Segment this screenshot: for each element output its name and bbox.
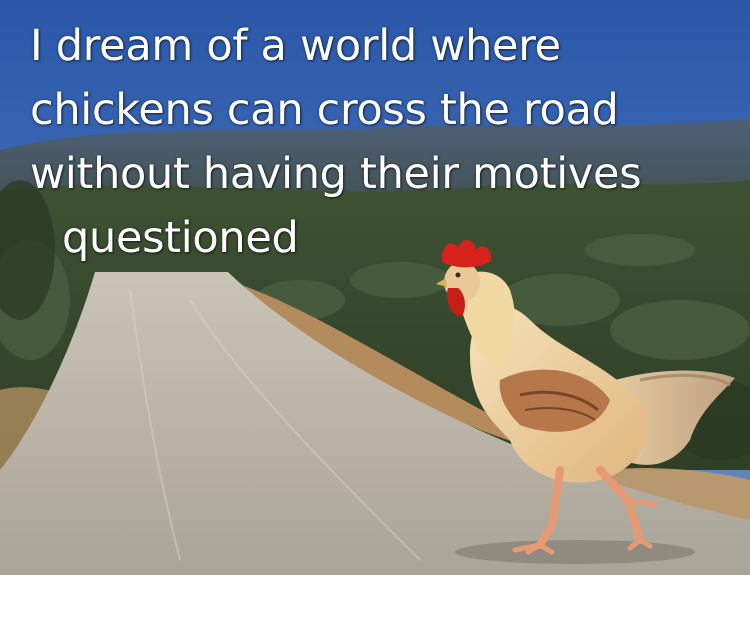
caption-line-1: I dream of a world where	[30, 21, 561, 71]
caption-line-3: without having their motives	[30, 149, 642, 199]
bottom-white-strip	[0, 575, 750, 633]
caption-line-2: chickens can cross the road	[30, 85, 619, 135]
chicken-shadow	[455, 540, 695, 564]
caption-line-4: questioned	[62, 213, 299, 263]
